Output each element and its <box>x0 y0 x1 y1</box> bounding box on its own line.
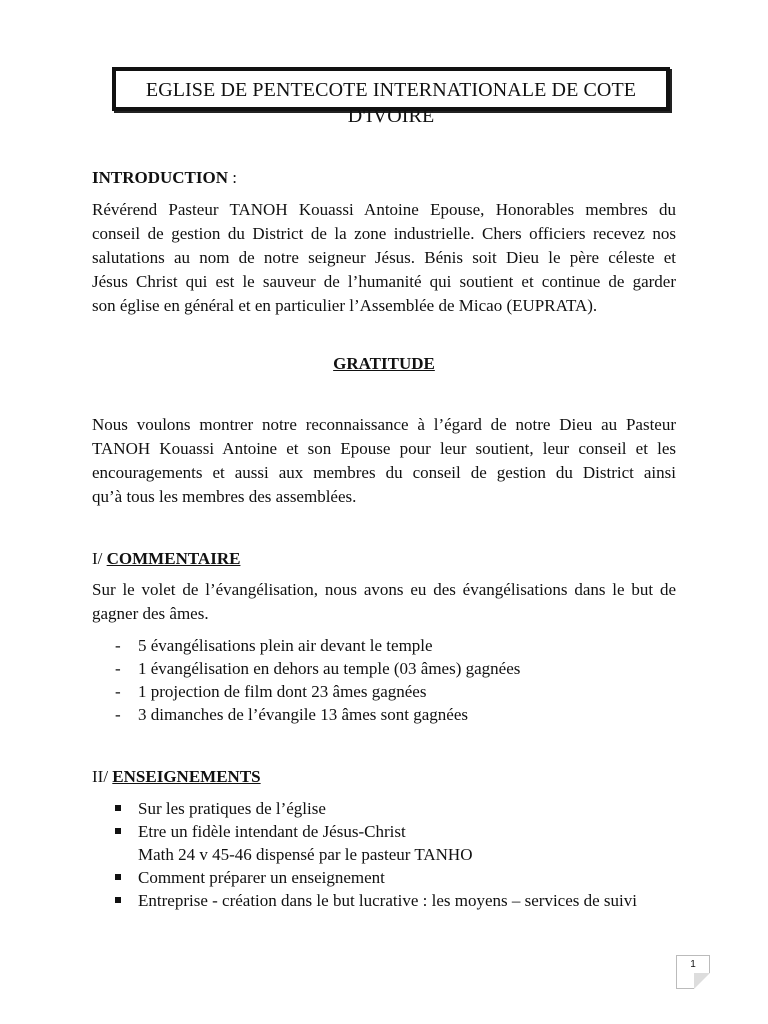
gratitude-line-1: Nous voulons montrer notre reconnaissance à l’égard de notre Dieu au Pasteur <box>92 415 676 434</box>
list-item: - 1 projection de film dont 23 âmes gagnées <box>112 680 520 703</box>
commentaire-prefix: I/ <box>92 549 107 568</box>
commentaire-heading: COMMENTAIRE <box>106 549 241 568</box>
commentaire-heading-line <box>92 547 240 571</box>
introduction-line-1: Révérend Pasteur TANOH Kouassi Antoine Epouse, Honorables membres du <box>92 200 676 219</box>
gratitude-line-2: TANOH Kouassi Antoine et son Epouse pour leur soutient, leur conseil et les <box>92 439 676 458</box>
gratitude-line-3: encouragements et aussi aux membres du conseil de gestion du District ainsi <box>92 463 676 482</box>
commentaire-line-1: Sur le volet de l’évangélisation, nous avons eu des évangélisations dans le but de <box>92 580 676 599</box>
commentaire-list <box>112 634 520 726</box>
introduction-line-5: son église en général et en particulier l’Assemblée de Micao (EUPRATA). <box>92 296 598 315</box>
list-item: Entreprise - création dans le but lucrative : les moyens – services de suivi <box>112 889 637 912</box>
enseignements-heading: ENSEIGNEMENTS <box>112 767 261 786</box>
document-title: EGLISE DE PENTECOTE INTERNATIONALE DE COTE D'IVOIRE <box>145 79 637 127</box>
list-item-sub: Math 24 v 45-46 dispensé par le pasteur TANHO <box>138 845 473 864</box>
list-item: - 5 évangélisations plein air devant le temple <box>112 634 520 657</box>
introduction-colon: : <box>228 168 238 187</box>
introduction-line-3: salutations au nom de notre seigneur Jésus. Bénis soit Dieu le père céleste et <box>92 248 676 267</box>
introduction-heading: INTRODUCTION <box>92 168 229 187</box>
list-item: Sur les pratiques de l’église <box>112 797 637 820</box>
list-item: Etre un fidèle intendant de Jésus-Christ <box>112 820 637 843</box>
introduction-line-4: Jésus Christ qui est le sauveur de l’humanité qui soutient et continue de garder <box>92 272 676 291</box>
enseignements-prefix: II/ <box>92 767 113 786</box>
enseignements-heading-line <box>92 765 261 789</box>
introduction-heading-line <box>92 166 237 190</box>
page-number: 1 <box>690 959 696 970</box>
list-item: - 3 dimanches de l’évangile 13 âmes sont gagnées <box>112 703 520 726</box>
commentaire-line-2: gagner des âmes. <box>92 604 209 623</box>
page-number-badge <box>676 955 710 989</box>
enseignements-list <box>112 797 637 912</box>
introduction-line-2: conseil de gestion du District de la zone industrielle. Chers officiers recevez nos <box>92 224 676 243</box>
list-item: Comment préparer un enseignement <box>112 866 637 889</box>
gratitude-line-4: qu’à tous les membres des assemblées. <box>92 487 357 506</box>
gratitude-heading-text: GRATITUDE <box>333 354 435 373</box>
gratitude-heading <box>92 352 676 376</box>
list-item: - 1 évangélisation en dehors au temple (03 âmes) gagnées <box>112 657 520 680</box>
document-title-box <box>112 67 670 127</box>
